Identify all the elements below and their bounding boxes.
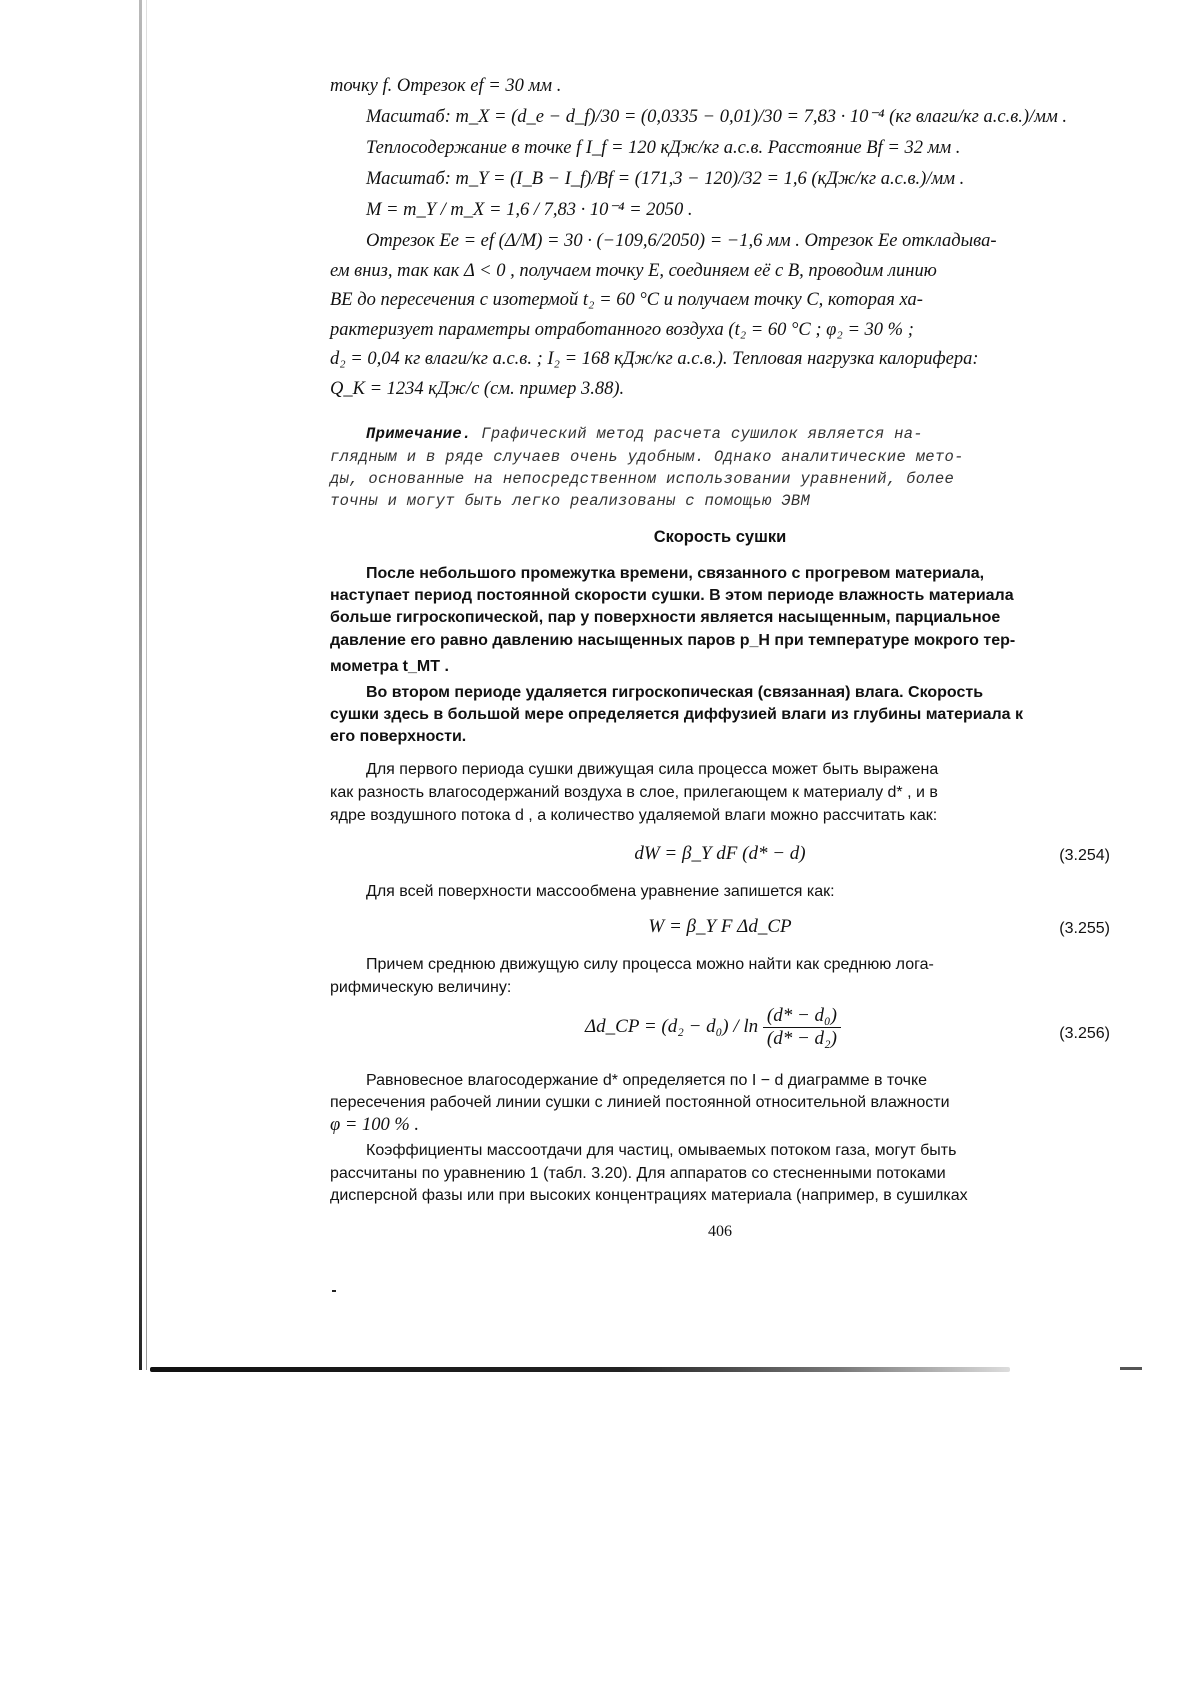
text-line: M = m_Y / m_X = 1,6 / 7,83 · 10⁻⁴ = 2050 . [366,200,693,220]
fraction-numerator: (d* − d₀) [763,1005,841,1028]
text-line: рактеризует параметры отработанного воздуха (t₂ = 60 °C ; φ₂ = 30 % ; [330,320,914,340]
note-line: глядным и в ряде случаев очень удобным. Однако аналитические мето- [330,448,964,466]
text-line: Равновесное влагосодержание d* определяется по I − d диаграмме в точке [366,1072,928,1089]
text-line: как разность влагосодержаний воздуха в слое, прилегающем к материалу d* , и в [330,784,938,801]
text-line: Во втором периоде удаляется гигроскопическая (связанная) влага. Скорость [366,684,984,701]
text-line: Q_K = 1234 кДж/с (см. пример 3.88). [330,379,625,399]
text-line: d₂ = 0,04 кг влаги/кг а.с.в. ; I₂ = 168 кДж/кг а.с.в.). Тепловая нагрузка калорифера: [330,349,979,369]
text-line: наступает период постоянной скорости сушки. В этом периоде влажность материала [330,587,1014,604]
scan-mark-right [1120,1367,1142,1370]
text-line: Коэффициенты массоотдачи для частиц, омываемых потоком газа, могут быть [366,1142,957,1159]
equation-3-256 [585,1005,841,1050]
note-text: Графический метод расчета сушилок является на- [471,425,923,443]
equation-3-255: W = β_Y F Δd_CP [648,916,792,937]
equation-number: (3.256) [1059,1025,1110,1042]
text-line: Масштаб: m_X = (d_e − d_f)/30 = (0,0335 − 0,01)/30 = 7,83 · 10⁻⁴ (кг влаги/кг а.с.в.)/мм . [366,107,1068,127]
text-line: Теплосодержание в точке f I_f = 120 кДж/кг а.с.в. Расстояние Bf = 32 мм . [366,138,961,158]
fraction [763,1005,841,1050]
text-line: сушки здесь в большой мере определяется диффузией влаги из глубины материала к [330,706,1024,723]
text-line: рассчитаны по уравнению 1 (табл. 3.20). Для аппаратов со стесненными потоками [330,1165,946,1182]
scan-shadow-left-inner [146,0,147,1370]
note-line: ды, основанные на непосредственном использовании уравнений, более [330,470,955,488]
text-line: давление его равно давлению насыщенных паров p_H при температуре мокрого тер- [330,632,1016,649]
equation-number: (3.254) [1059,847,1110,864]
text-line: больше гигроскопической, пар у поверхности является насыщенным, парциальное [330,609,1001,626]
text-line: BE до пересечения с изотермой t₂ = 60 °C и получаем точку C, которая ха- [330,290,923,310]
text-line: его поверхности. [330,728,467,745]
scan-dot [332,1290,336,1292]
text-line: мометра t_MT . [330,658,449,675]
scan-shadow-bottom [150,1367,1010,1372]
text-line: После небольшого промежутка времени, связанного с прогревом материала, [366,565,985,582]
text-line: рифмическую величину: [330,979,512,996]
equation-3-254: dW = β_Y dF (d* − d) [634,843,806,864]
note-line: точны и могут быть легко реализованы с помощью ЭВМ [330,492,811,510]
text-line: ем вниз, так как Δ < 0 , получаем точку E, соединяем её с B, проводим линию [330,261,937,281]
fraction-denominator: (d* − d₂) [766,1028,837,1049]
text-line: ядре воздушного потока d , а количество удаляемой влаги можно рассчитать как: [330,807,938,824]
note-label: Примечание. [366,425,472,443]
section-heading: Скорость сушки [653,528,787,546]
text-line: точку f. Отрезок ef = 30 мм . [330,76,562,96]
text-line: φ = 100 % . [330,1115,420,1135]
text-line: Масштаб: m_Y = (I_B − I_f)/Bf = (171,3 − 120)/32 = 1,6 (кДж/кг а.с.в.)/мм . [366,169,965,189]
scan-shadow-left [139,0,142,1370]
equation-left: Δd_CP = (d₂ − d₀) / ln [585,1015,759,1037]
text-line: Для первого периода сушки движущая сила процесса может быть выражена [366,761,939,778]
text-line: Отрезок Ee = ef (Δ/M) = 30 · (−109,6/2050) = −1,6 мм . Отрезок Ee откладыва- [366,231,997,251]
equation-number: (3.255) [1059,920,1110,937]
page-number: 406 [708,1223,732,1240]
text-line: дисперсной фазы или при высоких концентрациях материала (например, в сушилках [330,1187,968,1204]
text-line: Для всей поверхности массообмена уравнение запишется как: [366,883,835,900]
text-line: пересечения рабочей линии сушки с линией постоянной относительной влажности [330,1094,950,1111]
note-line [366,423,1110,445]
text-line: Причем среднюю движущую силу процесса можно найти как среднюю лога- [366,956,934,973]
